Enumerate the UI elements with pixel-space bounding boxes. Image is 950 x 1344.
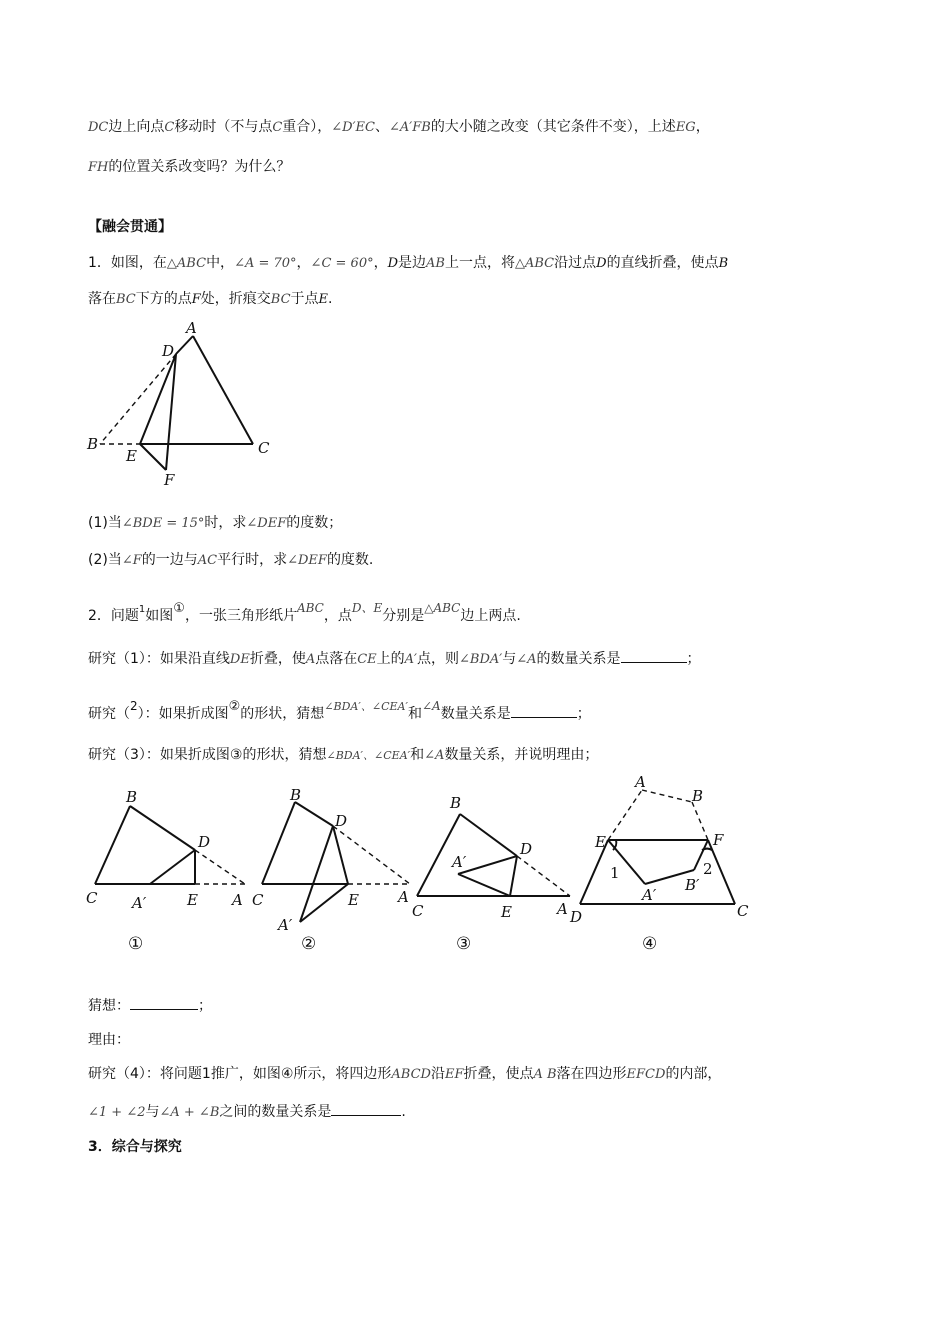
svg-text:C: C bbox=[412, 902, 424, 920]
answer-blank[interactable] bbox=[621, 648, 687, 663]
section-title: 【融会贯通】 bbox=[88, 219, 172, 235]
edge-de bbox=[140, 354, 176, 444]
svg-text:A: A bbox=[635, 773, 646, 791]
svg-text:B: B bbox=[692, 787, 704, 805]
figure-1 bbox=[86, 788, 245, 912]
math: DC bbox=[88, 120, 109, 135]
svg-text:E: E bbox=[501, 903, 512, 921]
svg-text:C: C bbox=[737, 902, 749, 920]
svg-text:E: E bbox=[348, 891, 359, 909]
figure-2 bbox=[252, 786, 410, 930]
svg-text:C: C bbox=[252, 891, 264, 909]
svg-text:A′: A′ bbox=[452, 853, 467, 871]
label-c: C bbox=[258, 439, 270, 457]
svg-text:B′: B′ bbox=[685, 876, 700, 894]
caption-4: ④ bbox=[642, 934, 658, 954]
answer-blank[interactable] bbox=[130, 995, 198, 1010]
p2-figures bbox=[80, 770, 780, 930]
svg-text:2: 2 bbox=[703, 860, 713, 878]
label-b: B bbox=[87, 435, 99, 453]
svg-text:A: A bbox=[557, 900, 568, 918]
caption-3: ③ bbox=[456, 934, 472, 954]
svg-text:B: B bbox=[290, 786, 302, 804]
caption-2: ② bbox=[301, 934, 317, 954]
edge-df bbox=[166, 354, 176, 470]
svg-text:B: B bbox=[126, 788, 138, 806]
svg-text:A′: A′ bbox=[278, 916, 293, 930]
figure-4 bbox=[569, 773, 749, 926]
reason-line: 理由： bbox=[88, 1032, 130, 1048]
svg-text:A′: A′ bbox=[642, 886, 657, 904]
svg-text:E: E bbox=[187, 891, 198, 909]
svg-text:D: D bbox=[335, 812, 348, 830]
answer-blank[interactable] bbox=[511, 703, 577, 718]
p1-question-2: (2)当∠F的一边与AC平行时，求∠DEF的度数. bbox=[88, 552, 374, 568]
p3-title: 3．综合与探究 bbox=[88, 1139, 182, 1155]
p2-research-1: 研究（1）：如果沿直线DE折叠，使A点落在CE上的A′点，则∠BDA′与∠A的数量关系是 ； bbox=[88, 648, 701, 670]
svg-text:A: A bbox=[398, 888, 409, 906]
svg-text:C: C bbox=[86, 889, 98, 907]
label-f: F bbox=[164, 471, 175, 489]
p1-question-1: (1)当∠BDE = 15°时，求∠DEF的度数； bbox=[88, 515, 343, 531]
svg-text:D: D bbox=[520, 840, 533, 858]
edge-ac bbox=[193, 336, 253, 444]
p1-line-2: 落在BC下方的点F处，折痕交BC于点E. bbox=[88, 291, 333, 307]
svg-text:1: 1 bbox=[610, 864, 620, 882]
answer-blank[interactable] bbox=[331, 1101, 401, 1116]
p2-research-4-line-2: ∠1 + ∠2与∠A + ∠B之间的数量关系是 . bbox=[88, 1101, 406, 1123]
svg-text:B: B bbox=[450, 794, 462, 812]
intro-line-1: DC边上向点C移动时（不与点C重合），∠D′EC、∠A′FB的大小随之改变（其它条件不变），上述EG， bbox=[88, 119, 710, 135]
intro-line-2: FH的位置关系改变吗？为什么？ bbox=[88, 159, 291, 175]
svg-text:D: D bbox=[570, 908, 583, 926]
svg-text:E: E bbox=[595, 833, 606, 851]
p2-line-1: 2．问题$^1$如图①，一张三角形纸片ABC，点D、E分别是△ABC边上两点. bbox=[88, 601, 521, 624]
svg-text:F: F bbox=[713, 831, 724, 849]
label-a: A bbox=[186, 319, 197, 337]
figure-3 bbox=[412, 794, 570, 921]
p2-research-3: 研究（3）：如果折成图③的形状，猜想∠BDA′、∠CEA′和∠A数量关系，并说明理由； bbox=[88, 747, 599, 763]
p1-figure bbox=[80, 318, 280, 490]
guess-line: 猜想： ； bbox=[88, 995, 212, 1016]
edge-ad bbox=[176, 336, 193, 354]
p2-research-2: 研究（2）：如果折成图②的形状，猜想$^{\angle BDA'、\angle CEA'}$和∠A数量关系是 ； bbox=[88, 699, 591, 722]
svg-text:D: D bbox=[198, 833, 211, 851]
svg-text:A: A bbox=[232, 891, 243, 909]
p1-line-1: 1．如图，在△ABC中，∠A = 70°，∠C = 60°，D是边AB上一点，将△ABC沿过点D的直线折叠，使点B bbox=[88, 255, 729, 271]
label-e: E bbox=[126, 447, 137, 465]
p2-research-4-line-1: 研究（4）：将问题1推广，如图④所示，将四边形ABCD沿EF折叠，使点A B落在四边形EFCD的内部， bbox=[88, 1066, 722, 1082]
edge-ef bbox=[140, 444, 166, 470]
dashed-db bbox=[100, 354, 176, 444]
label-d: D bbox=[162, 342, 175, 360]
caption-1: ① bbox=[128, 934, 144, 954]
svg-text:A′: A′ bbox=[132, 894, 147, 912]
